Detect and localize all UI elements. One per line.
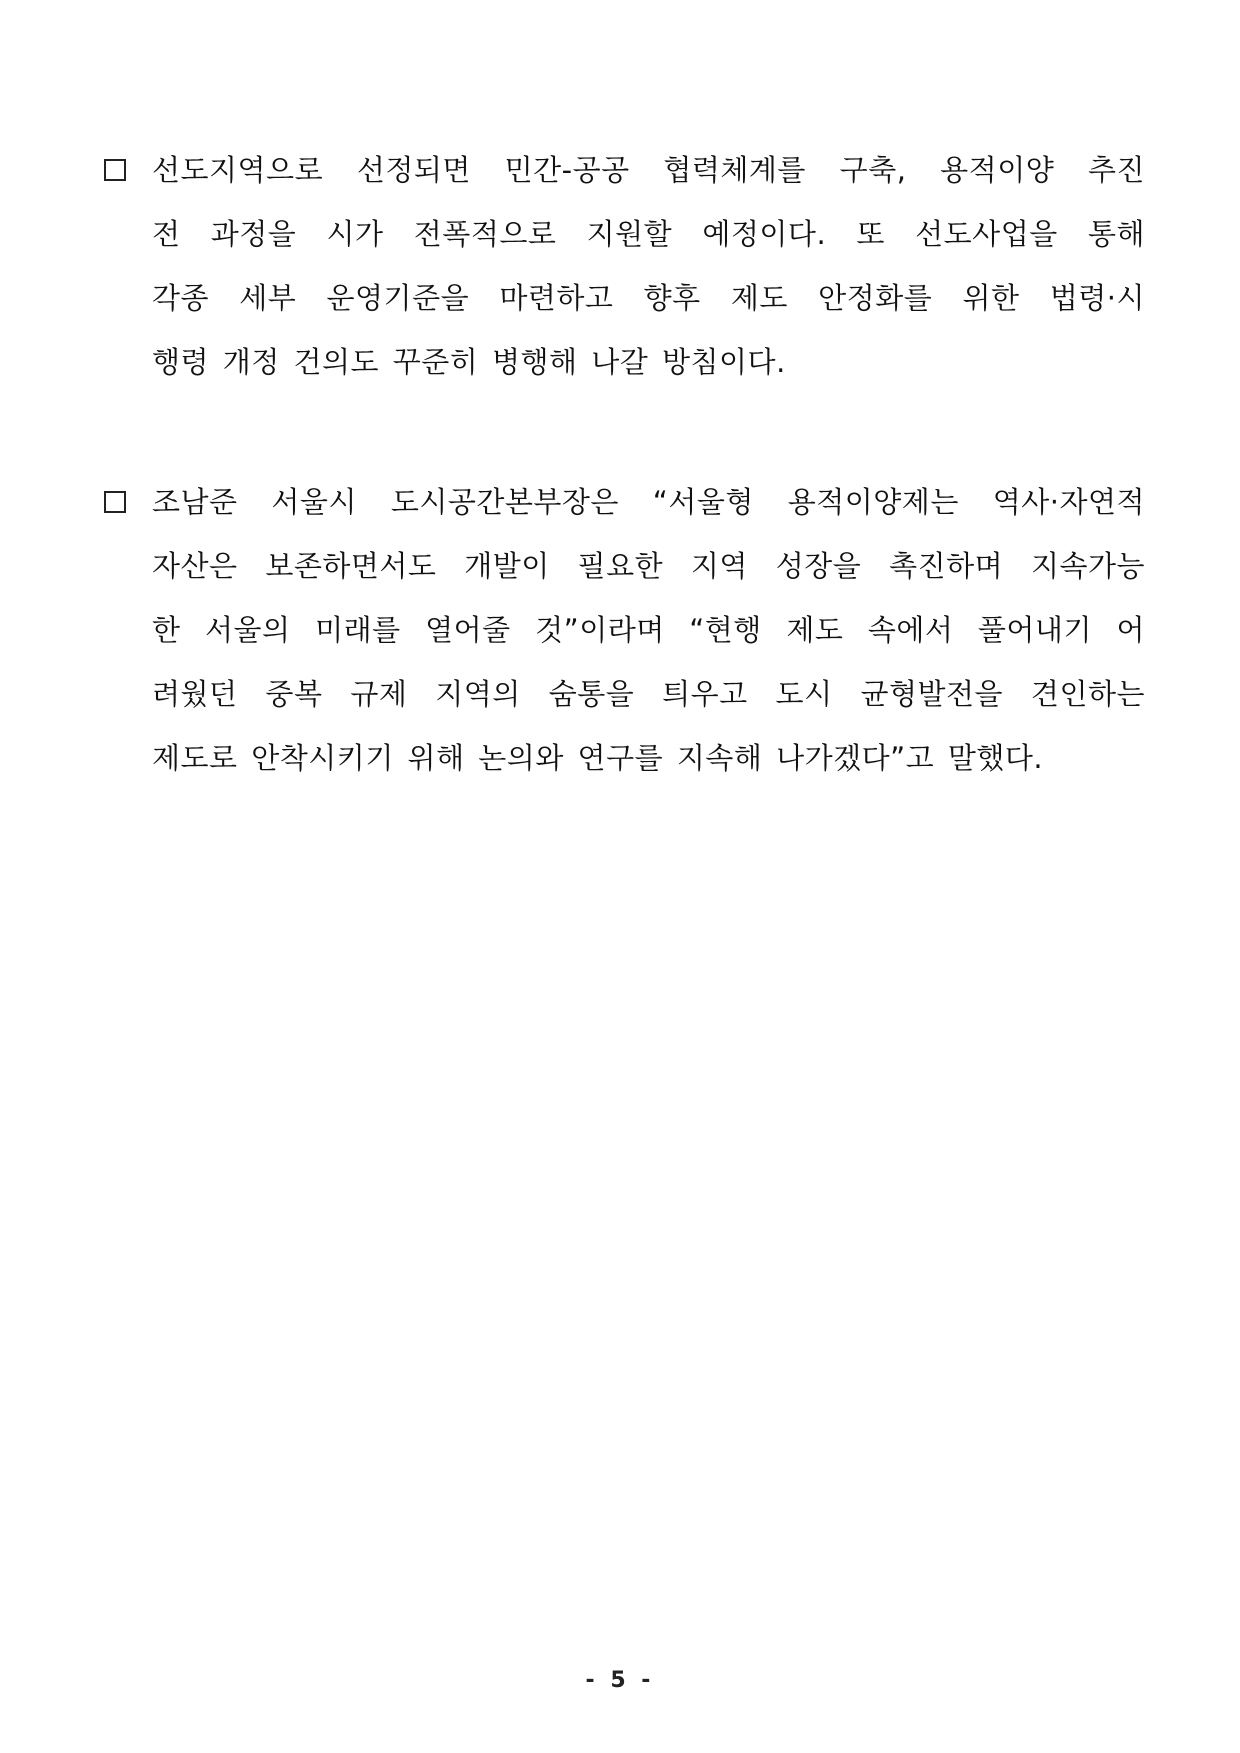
paragraph-line: 자산은 보존하면서도 개발이 필요한 지역 성장을 촉진하며 지속가능 xyxy=(152,549,1145,583)
paragraph-line: 행령 개정 건의도 꾸준히 병행해 나갈 방침이다. xyxy=(152,345,786,379)
paragraph-line: 선도지역으로 선정되면 민간-공공 협력체계를 구축, 용적이양 추진 xyxy=(152,153,1145,187)
page-number: - 5 - xyxy=(585,1668,655,1693)
checkbox-bullet-icon xyxy=(104,491,126,513)
paragraph-line: 조남준 서울시 도시공간본부장은 “서울형 용적이양제는 역사·자연적 xyxy=(152,485,1145,519)
paragraph-line: 제도로 안착시키기 위해 논의와 연구를 지속해 나가겠다”고 말했다. xyxy=(152,741,1044,775)
paragraph-text xyxy=(152,480,1145,800)
paragraph-line: 한 서울의 미래를 열어줄 것”이라며 “현행 제도 속에서 풀어내기 어 xyxy=(152,613,1145,647)
paragraph-line: 각종 세부 운영기준을 마련하고 향후 제도 안정화를 위한 법령·시 xyxy=(152,281,1145,315)
paragraph-line: 전 과정을 시가 전폭적으로 지원할 예정이다. 또 선도사업을 통해 xyxy=(152,217,1145,251)
paragraph-line: 려웠던 중복 규제 지역의 숨통을 틔우고 도시 균형발전을 견인하는 xyxy=(152,677,1145,711)
paragraph-text xyxy=(152,148,1145,404)
checkbox-bullet-icon xyxy=(104,159,126,181)
